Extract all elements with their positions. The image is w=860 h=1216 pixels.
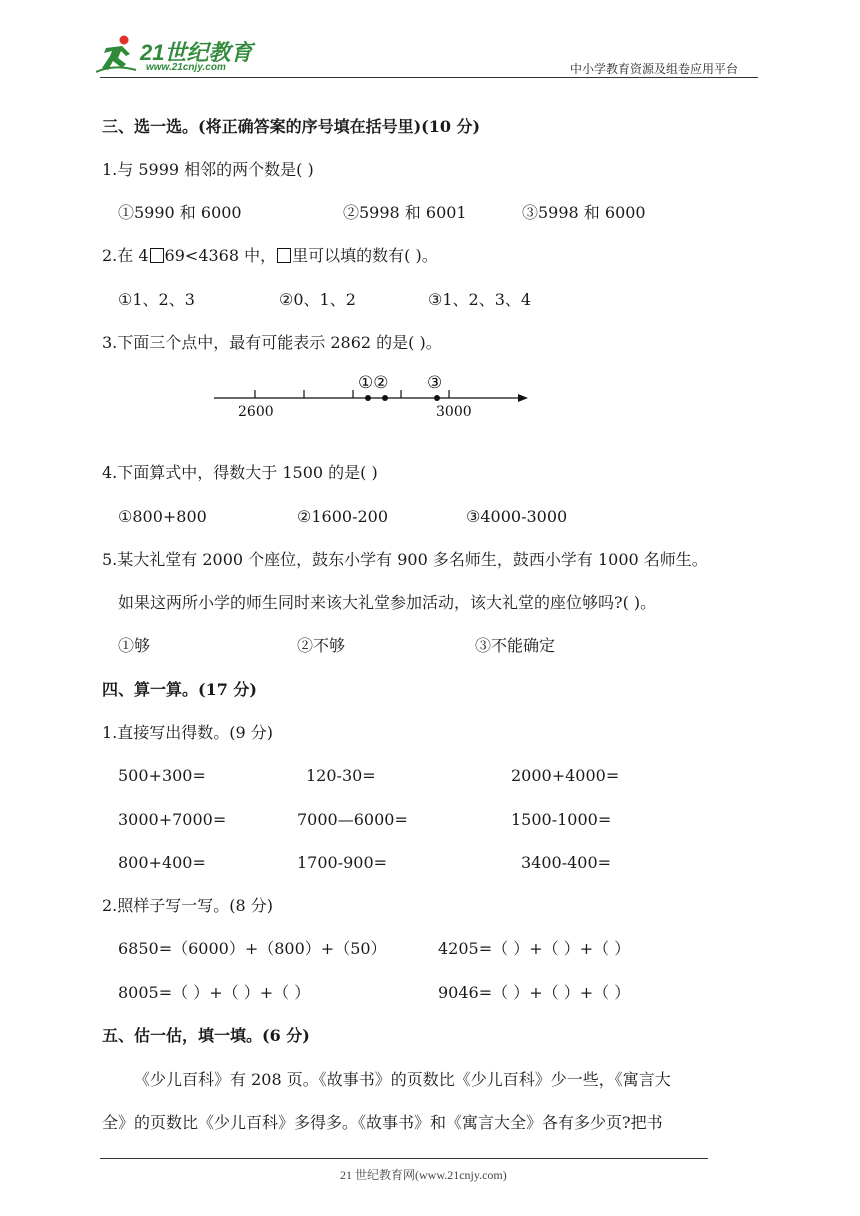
point-1 <box>365 395 371 401</box>
section-5-title: 五、估一估，填一填。(6 分) <box>102 1026 310 1045</box>
logo-site: www.21cnjy.com <box>146 62 226 73</box>
q5-option-1: ①够 <box>118 636 151 655</box>
platform-label: 中小学教育资源及组卷应用平台 <box>570 62 739 76</box>
q5-stem-line-2: 如果这两所小学的师生同时来该大礼堂参加活动，该大礼堂的座位够吗?( )。 <box>118 593 657 612</box>
point-2 <box>382 395 388 401</box>
label-2600: 2600 <box>238 404 274 420</box>
q5-option-3: ③不能确定 <box>475 636 556 655</box>
q2-option-1: ①1、2、3 <box>118 290 195 309</box>
q1-option-3: ③5998 和 6000 <box>522 203 646 222</box>
q2-option-2: ②0、1、2 <box>279 290 356 309</box>
q2-stem <box>102 246 438 266</box>
q1-option-2: ②5998 和 6001 <box>343 203 467 222</box>
section-5-paragraph-line-2: 全》的页数比《少儿百科》多得多。《故事书》和《寓言大全》各有多少页?把书 <box>102 1113 663 1132</box>
q2-stem-part-b: 69<4368 中， <box>164 246 277 265</box>
part-2-title: 2.照样子写一写。(8 分) <box>102 896 274 915</box>
number-line-arrow <box>518 394 528 402</box>
fill-item-9046: 9046=（ ）+（ ）+（ ） <box>438 983 631 1002</box>
q5-option-2: ②不够 <box>297 636 346 655</box>
calc-3-2: 1700-900= <box>297 853 388 872</box>
q4-option-2: ②1600-200 <box>297 507 389 526</box>
calc-1-3: 2000+4000= <box>511 766 620 785</box>
q1-stem: 1.与 5999 相邻的两个数是( ) <box>102 160 314 179</box>
logo <box>96 34 266 76</box>
points-label-3: ③ <box>427 373 443 393</box>
calc-1-2: 120-30= <box>306 766 376 785</box>
blank-box <box>277 248 291 263</box>
q4-option-1: ①800+800 <box>118 507 207 526</box>
q4-stem: 4.下面算式中，得数大于 1500 的是( ) <box>102 463 378 482</box>
section-4-title: 四、算一算。(17 分) <box>102 680 257 699</box>
q2-stem-part-a: 2.在 4 <box>102 246 149 265</box>
section-5-paragraph-line-1: 《少儿百科》有 208 页。《故事书》的页数比《少儿百科》少一些，《寓言大 <box>134 1070 671 1089</box>
calc-1-1: 500+300= <box>118 766 206 785</box>
runner-icon <box>96 34 140 74</box>
fill-item-8005: 8005=（ ）+（ ）+（ ） <box>118 983 311 1002</box>
calc-2-1: 3000+7000= <box>118 810 227 829</box>
points-label-12: ①② <box>358 373 389 393</box>
example-item: 6850=（6000）+（800）+（50） <box>118 939 387 958</box>
q4-option-3: ③4000-3000 <box>466 507 568 526</box>
logo-text: 21世纪教育 <box>140 40 253 65</box>
q5-stem-line-1: 5.某大礼堂有 2000 个座位，鼓东小学有 900 多名师生，鼓西小学有 1000 名师生。 <box>102 550 708 569</box>
q2-stem-part-c: 里可以填的数有( )。 <box>292 246 438 265</box>
calc-2-3: 1500-1000= <box>511 810 612 829</box>
calc-2-2: 7000—6000= <box>297 810 408 829</box>
blank-box <box>150 248 164 263</box>
point-3 <box>434 395 440 401</box>
footer-divider <box>100 1158 708 1159</box>
calc-3-1: 800+400= <box>118 853 206 872</box>
fill-item-4205: 4205=（ ）+（ ）+（ ） <box>438 939 631 958</box>
footer-text: 21 世纪教育网(www.21cnjy.com) <box>340 1168 507 1182</box>
section-3-title: 三、选一选。(将正确答案的序号填在括号里)(10 分) <box>102 117 481 136</box>
calc-3-3: 3400-400= <box>521 853 612 872</box>
q3-stem: 3.下面三个点中，最有可能表示 2862 的是( )。 <box>102 333 442 352</box>
header-divider <box>100 77 758 78</box>
part-1-title: 1.直接写出得数。(9 分) <box>102 723 274 742</box>
q1-option-1: ①5990 和 6000 <box>118 203 242 222</box>
number-line <box>210 368 540 422</box>
label-3000: 3000 <box>436 404 472 420</box>
q2-option-3: ③1、2、3、4 <box>428 290 532 309</box>
